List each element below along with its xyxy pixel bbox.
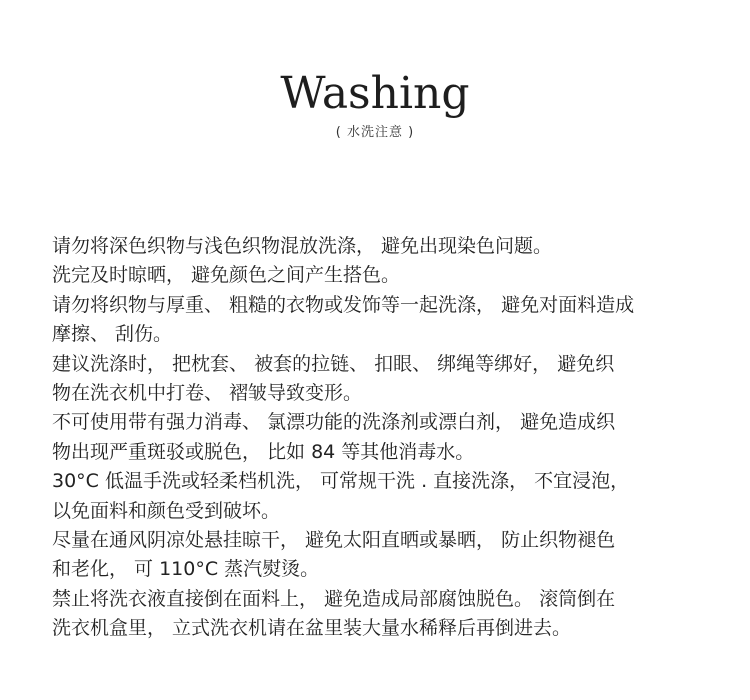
instruction-line: 和老化， 可 110°C 蒸汽熨烫。 xyxy=(52,558,320,581)
washing-instructions xyxy=(52,232,712,644)
instruction-line: 请勿将织物与厚重、 粗糙的衣物或发饰等一起洗涤， 避免对面料造成 xyxy=(52,293,635,316)
page-title: Washing xyxy=(280,68,470,119)
instruction-line: 以免面料和颜色受到破坏。 xyxy=(52,499,281,522)
instruction-line: 尽量在通风阴凉处悬挂晾干， 避免太阳直晒或暴晒， 防止织物褪色 xyxy=(52,529,616,552)
instruction-line: 洗衣机盒里， 立式洗衣机请在盆里装大量水稀释后再倒进去。 xyxy=(52,617,572,640)
page-subtitle: ( 水洗注意 ) xyxy=(335,125,415,140)
instruction-line: 禁止将洗衣液直接倒在面料上， 避免造成局部腐蚀脱色。 滚筒倒在 xyxy=(52,587,616,610)
instruction-line: 洗完及时晾晒， 避免颜色之间产生搭色。 xyxy=(52,264,401,287)
instruction-line: 30°C 低温手洗或轻柔档机洗， 可常规干洗 . 直接洗涤， 不宜浸泡， xyxy=(52,470,630,493)
instruction-line: 摩擦、 刮伤。 xyxy=(52,323,173,346)
instruction-line: 物在洗衣机中打卷、 褶皱导致变形。 xyxy=(52,382,363,405)
instruction-line: 物出现严重斑驳或脱色， 比如 84 等其他消毒水。 xyxy=(52,440,475,463)
instruction-line: 不可使用带有强力消毒、 氯漂功能的洗涤剂或漂白剂， 避免造成织 xyxy=(52,411,616,434)
instruction-line: 请勿将深色织物与浅色织物混放洗涤， 避免出现染色问题。 xyxy=(52,235,553,257)
instruction-line: 建议洗涤时， 把枕套、 被套的拉链、 扣眼、 绑绳等绑好， 避免织 xyxy=(52,352,615,375)
